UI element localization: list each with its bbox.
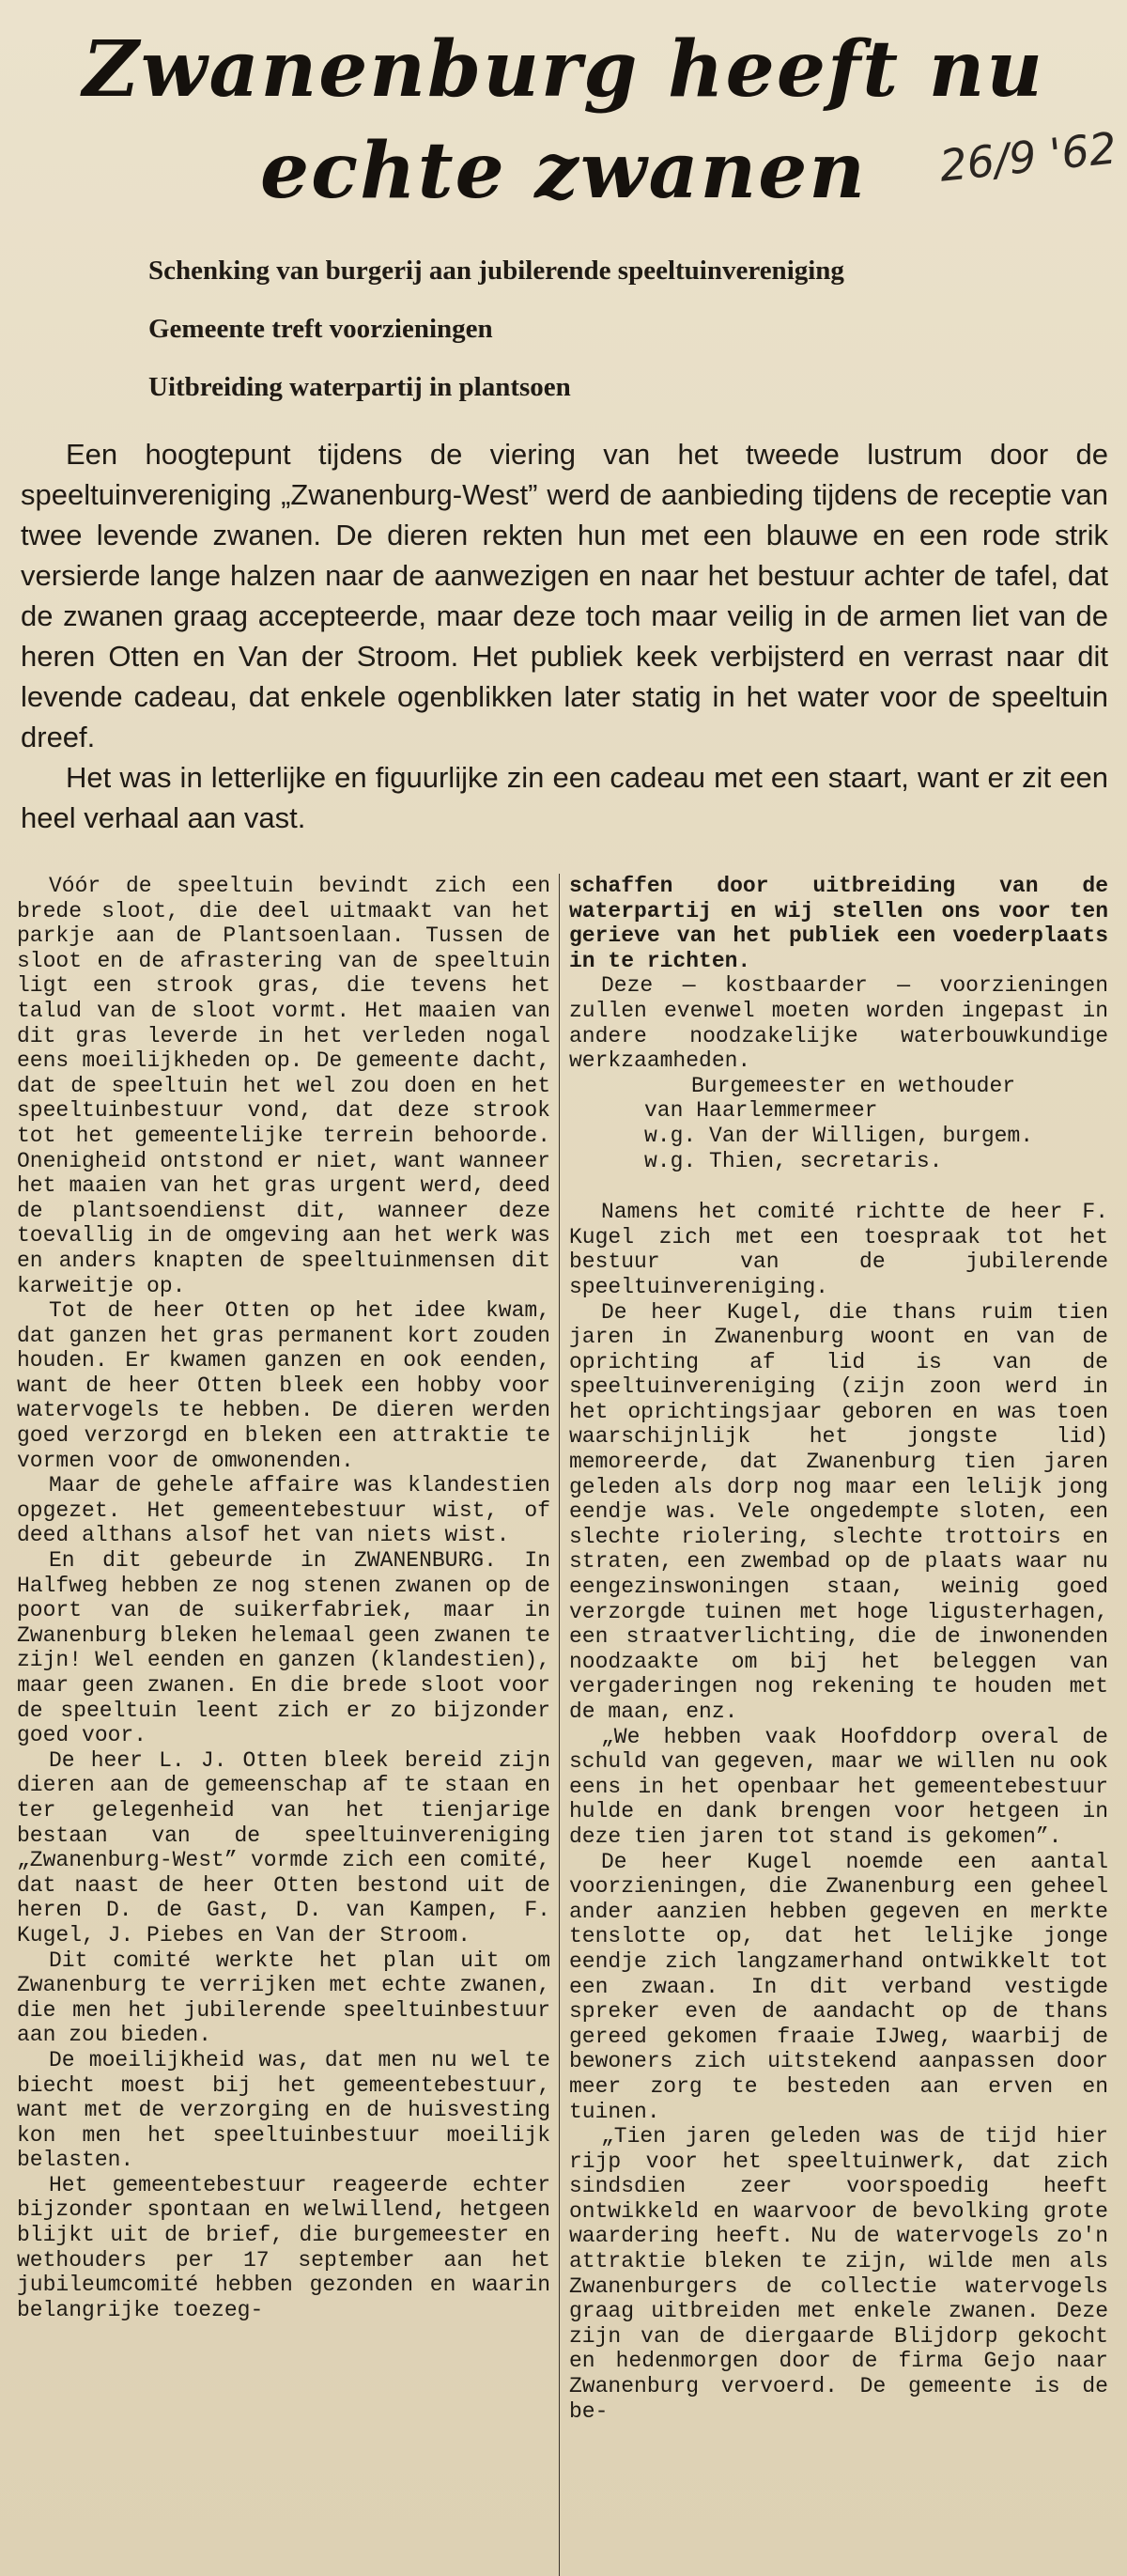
subheadings bbox=[148, 256, 1088, 430]
spacer bbox=[569, 1173, 1108, 1200]
intro-paragraph: Het was in letterlijke en figuurlijke zin een cadeau met een staart, want er zit een heel verhaal aan vast. bbox=[21, 761, 1108, 834]
subheading: Schenking van burgerij aan jubilerende speeltuinvereniging bbox=[148, 256, 844, 286]
body-paragraph: En dit gebeurde in ZWANENBURG. In Halfweg hebben ze nog stenen zwanen op de poort van de suikerfabriek, maar in Zwanenburg bleken helemaal geen zwanen te zijn! Wel eenden en ganzen (klandestien), maar geen zwanen. En die brede sloot voor de speeltuin leent zich er zo bijzonder goed voor. bbox=[17, 1548, 550, 1748]
body-paragraph: Dit comité werkte het plan uit om Zwanenburg te verrijken met echte zwanen, die men het jubilerende speeltuinbestuur aan zou bieden. bbox=[17, 1948, 550, 2048]
handwritten-date: 26/9 '62 bbox=[936, 122, 1119, 192]
signature-line: w.g. Van der Willigen, burgem. bbox=[644, 1123, 1034, 1148]
left-column bbox=[17, 874, 550, 2322]
body-paragraph: Het gemeentebestuur reageerde echter bijzonder spontaan en welwillend, hetgeen blijkt uit de brief, die burgemeester en wethouders per 17 september aan het jubileumcomité hebben gezonden en waarin belangrijke toezeg- bbox=[17, 2172, 550, 2322]
headline bbox=[38, 19, 1089, 222]
signature-line: w.g. Thien, secretaris. bbox=[644, 1148, 943, 1173]
subheading: Uitbreiding waterpartij in plantsoen bbox=[148, 372, 571, 402]
subheading: Gemeente treft voorzieningen bbox=[148, 314, 493, 344]
body-paragraph: Tot de heer Otten op het idee kwam, dat ganzen het gras permanent kort zouden houden. Er kwamen ganzen en ook eenden, want de heer Otten bleek een hobby voor watervogels te hebben. De dieren werden goed verzorgd en bleken een attraktie te vormen voor de omwonenden. bbox=[17, 1298, 550, 1473]
body-paragraph: Namens het comité richtte de heer F. Kugel zich met een toespraak tot het bestuur van de jubilerende speeltuinvereniging. bbox=[569, 1200, 1108, 1299]
signature-line: Burgemeester en wethouder bbox=[691, 1073, 1016, 1098]
body-paragraph: Vóór de speeltuin bevindt zich een brede sloot, die deel uitmaakt van het parkje aan de Plantsoenlaan. Tussen de sloot en de afrastering van de speeltuin ligt een strook gras, die tevens het talud van de sloot vormt. Het maaien van dit gras leverde in het verleden nogal eens moeilijkheden op. De gemeente dacht, dat de speeltuin het wel zou doen en het speeltuinbestuur vond, dat deze strook tot het gemeentelijke terrein behoorde. Onenigheid ontstond er niet, want wanneer het maaien van het gras urgent werd, deed de plantsoendienst dit, wanneer deze toevallig in de omgeving aan het werk was en anders knapten de speeltuinmensen dit karweitje op. bbox=[17, 874, 550, 1298]
body-paragraph: Deze — kostbaarder — voorzieningen zullen evenwel moeten worden ingepast in andere noodzakelijke waterbouwkundige werkzaamheden. bbox=[569, 973, 1108, 1074]
body-paragraph: De moeilijkheid was, dat men nu wel te biecht moest bij het gemeentebestuur, want met de verzorging en de huisvesting kon men het speeltuinbestuur moeilijk belasten. bbox=[17, 2047, 550, 2173]
column-divider bbox=[559, 874, 560, 2576]
body-paragraph: „Tien jaren geleden was de tijd hier rijp voor het speeltuinwerk, dat zich sindsdien zeer voorspoedig heeft ontwikkeld en waarvoor de bevolking grote waardering heeft. Nu de watervogels zo'n attraktie bleken te zijn, wilde men als Zwanenburgers de collectie watervogels graag uitbreiden met enkele zwanen. Deze zijn van de diergaarde Blijdorp gekocht en hedenmorgen door de firma Gejo naar Zwanenburg vervoerd. De gemeente is de be- bbox=[569, 2124, 1108, 2424]
body-paragraph: De heer L. J. Otten bleek bereid zijn dieren aan de gemeenschap af te staan en ter gelegenheid van het tienjarige bestaan van de speeltuinvereniging „Zwanenburg-West” vormde zich een comité, dat naast de heer Otten bestond uit de heren D. de Gast, D. van Kampen, F. Kugel, J. Piebes en Van der Stroom. bbox=[17, 1747, 550, 1948]
intro-paragraph: Een hoogtepunt tijdens de viering van het tweede lustrum door de speeltuinvereniging „Zwanenburg-West” werd de aanbieding tijdens de receptie van twee levende zwanen. De dieren rekten hun met een blauwe en een rode strik versierde lange halzen naar de aanwezigen en naar het bestuur achter de tafel, dat de zwanen graag accepteerde, maar deze toch maar veilig in de armen liet van de heren Otten en Van der Stroom. Het publiek keek verbijsterd en verrast naar dit levende cadeau, dat enkele ogenblikken later statig in het water voor de speeltuin dreef. bbox=[21, 438, 1108, 753]
body-paragraph: „We hebben vaak Hoofddorp overal de schuld van gegeven, maar we willen nu ook eens in het openbaar het gemeentebestuur hulde en dank brengen voor hetgeen in deze tien jaren tot stand is gekomen”. bbox=[569, 1724, 1108, 1849]
right-column bbox=[569, 874, 1108, 2424]
headline-line-1: Zwanenburg heeft nu bbox=[83, 24, 1044, 115]
intro-lead bbox=[21, 434, 1108, 838]
letter-continuation: schaffen door uitbreiding van de waterpartij en wij stellen ons voor ten gerieve van het publiek een voederplaats in te richten. bbox=[569, 874, 1108, 973]
signature-line: van Haarlemmermeer bbox=[644, 1098, 878, 1124]
body-paragraph: De heer Kugel, die thans ruim tien jaren in Zwanenburg woont en van de oprichting af lid is van de speeltuinvereniging (zijn zoon werd in het oprichtingsjaar geboren en was toen waarschijnlijk het jongste lid) memoreerde, dat Zwanenburg tien jaren geleden als dorp nog maar een lelijk jong eendje was. Vele ongedempte sloten, een slechte riolering, slechte trottoirs en straten, een zwembad op de plaats waar nu eengezinswoningen staan, weinig goed verzorgde tuinen met hoge ligusterhagen, een straatverlichting, die de inwonenden noodzaakte om bij het beleggen van vergaderingen nog rekening te houden met de maan, enz. bbox=[569, 1299, 1108, 1724]
body-paragraph: De heer Kugel noemde een aantal voorzieningen, die Zwanenburg een geheel ander aanzien hebben gegeven en merkte tenslotte op, dat het lelijke jonge eendje zich langzamerhand ontwikkelt tot een zwaan. In dit verband vestigde spreker even de aandacht op de thans gereed gekomen fraaie IJweg, waarbij de bewoners zich uitstekend aanpassen door meer zorg te besteden aan erven en tuinen. bbox=[569, 1849, 1108, 2124]
body-paragraph: Maar de gehele affaire was klandestien opgezet. Het gemeentebestuur wist, of deed althans alsof het van niets wist. bbox=[17, 1473, 550, 1548]
headline-line-2: echte zwanen bbox=[259, 126, 867, 216]
